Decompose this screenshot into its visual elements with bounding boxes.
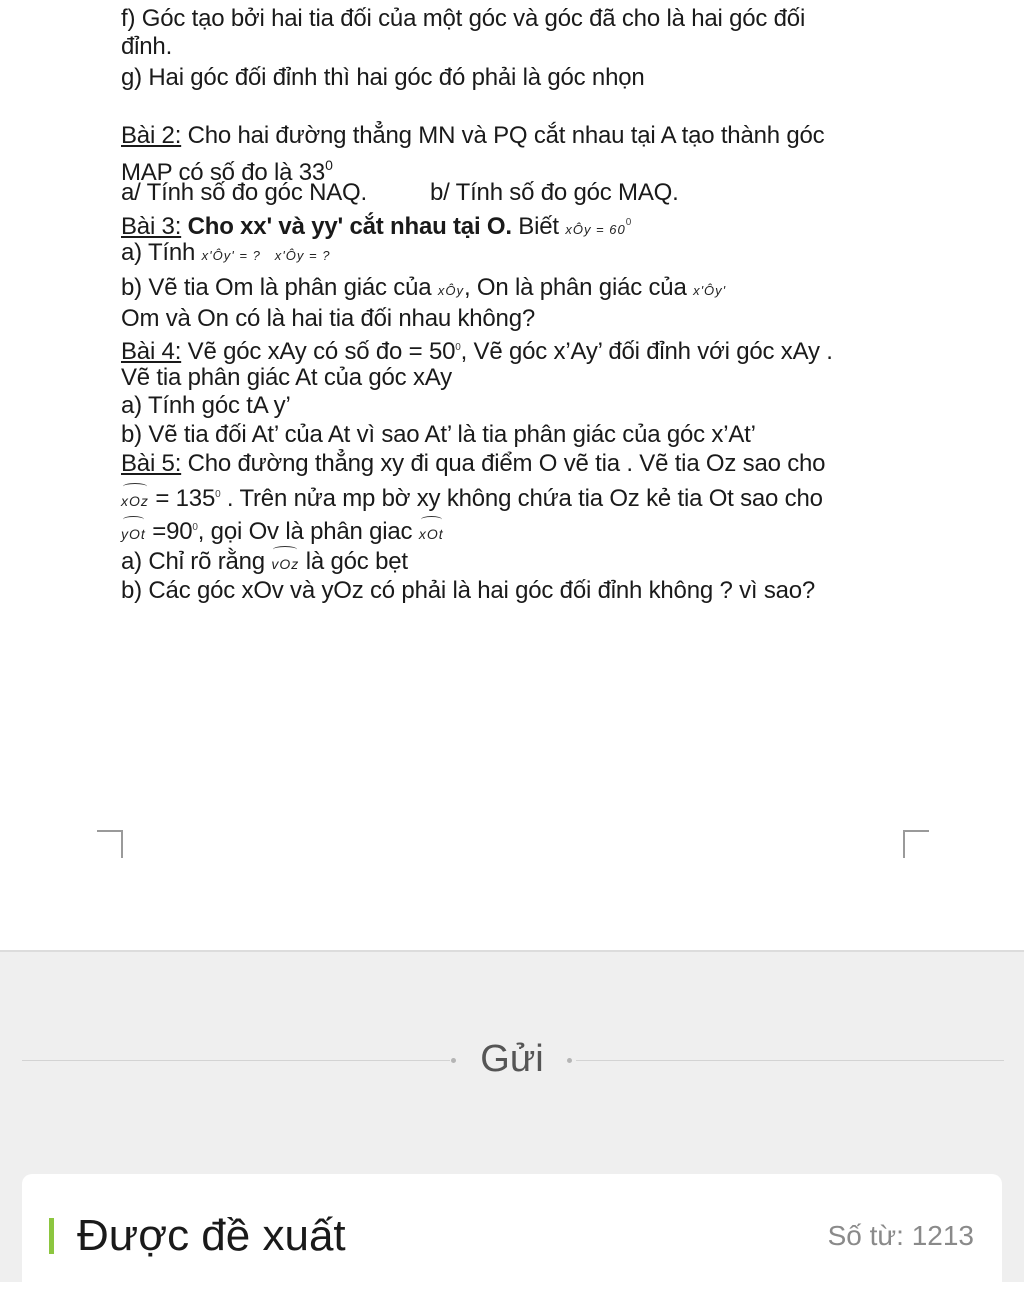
text: =90 [145, 518, 193, 545]
degree: 0 [455, 342, 461, 353]
text-line: đỉnh. [121, 33, 173, 60]
text-line [121, 513, 444, 549]
exercise-label: Bài 4: [121, 338, 182, 365]
degree: 0 [625, 217, 632, 228]
exercise-label: Bài 3: [121, 213, 182, 240]
exercise-5 [121, 449, 825, 479]
text-line: b) Vẽ tia đối At’ của At vì sao At’ là tia phân giác của góc x’At’ [121, 421, 756, 448]
text-line [121, 178, 679, 208]
text: Biết [511, 213, 566, 240]
word-count-label: Số từ: [827, 1220, 904, 1251]
page-corner-mark [903, 830, 929, 858]
text-line [121, 480, 823, 516]
bottom-panel [0, 950, 1024, 1282]
text: , On là phân giác của [463, 274, 694, 301]
send-button[interactable]: Gửi [480, 1038, 544, 1080]
text: = 135 [148, 485, 216, 512]
text: a) Tính [121, 239, 202, 266]
math-expression: vOz [271, 549, 299, 579]
word-count [828, 1218, 974, 1254]
text: b) Vẽ tia Om là phân giác của [121, 274, 438, 301]
text: Cho hai đường thẳng MN và PQ cắt nhau tại A tạo thành góc [181, 122, 825, 149]
text: . Trên nửa mp bờ xy không chứa tia Oz kẻ tia Ot sao cho [220, 485, 823, 512]
text-line: a) Tính góc tA y’ [121, 392, 291, 419]
text-line [121, 273, 726, 306]
text: a) Chỉ rõ rằng [121, 548, 272, 575]
text: , gọi Ov là phân giac [197, 518, 419, 545]
text: Cho xx' và yy' cắt nhau tại O. [181, 213, 512, 240]
math-expression: x'Ôy = ? [274, 248, 331, 263]
divider-dot [451, 1058, 456, 1063]
word-count-value: 1213 [911, 1220, 974, 1251]
math-expression: xÔy = 60 [565, 222, 626, 237]
math-expression: xOz [121, 486, 149, 516]
degree: 0 [192, 522, 198, 533]
text: MAP có số đo là 33 [121, 159, 326, 186]
text-line: f) Góc tạo bởi hai tia đối của một góc và góc đã cho là hai góc đối [121, 5, 806, 32]
degree: 0 [215, 489, 221, 500]
text: b/ Tính số đo góc MAQ. [429, 179, 679, 206]
divider [22, 1060, 450, 1061]
text-line: Vẽ tia phân giác At của góc xAy [121, 364, 452, 391]
divider [576, 1060, 1004, 1061]
text-line [121, 238, 330, 271]
text: , Vẽ góc x’Ay’ đối đỉnh với góc xAy . [460, 338, 833, 365]
exercise-2 [121, 121, 824, 151]
exercise-4 [121, 333, 833, 367]
text: a/ Tính số đo góc NAQ. [121, 179, 367, 206]
recommended-card [22, 1174, 1002, 1314]
math-expression: x'Ôy' [693, 283, 727, 298]
text: Vẽ góc xAy có số đo = 50 [181, 338, 456, 365]
exercise-label: Bài 2: [121, 122, 182, 149]
accent-bar [49, 1218, 54, 1254]
text-line: b) Các góc xOv và yOz có phải là hai góc đối đỉnh không ? vì sao? [121, 577, 816, 604]
divider-dot [567, 1058, 572, 1063]
text-line: g) Hai góc đối đỉnh thì hai góc đó phải là góc nhọn [121, 64, 645, 91]
math-expression: xÔy [437, 283, 464, 298]
text-line: Om và On có là hai tia đối nhau không? [121, 305, 535, 332]
page-corner-mark [97, 830, 123, 858]
text-line [121, 547, 408, 579]
exercise-label: Bài 5: [121, 450, 182, 477]
math-expression: xOt [419, 519, 444, 549]
math-expression: yOt [121, 519, 146, 549]
math-expression: x'Ôy' = ? [201, 248, 261, 263]
degree: 0 [325, 157, 333, 173]
text: là góc bẹt [299, 548, 408, 575]
recommended-title: Được đề xuất [77, 1211, 346, 1260]
text: Cho đường thẳng xy đi qua điểm O vẽ tia . Vẽ tia Oz sao cho [181, 450, 826, 477]
